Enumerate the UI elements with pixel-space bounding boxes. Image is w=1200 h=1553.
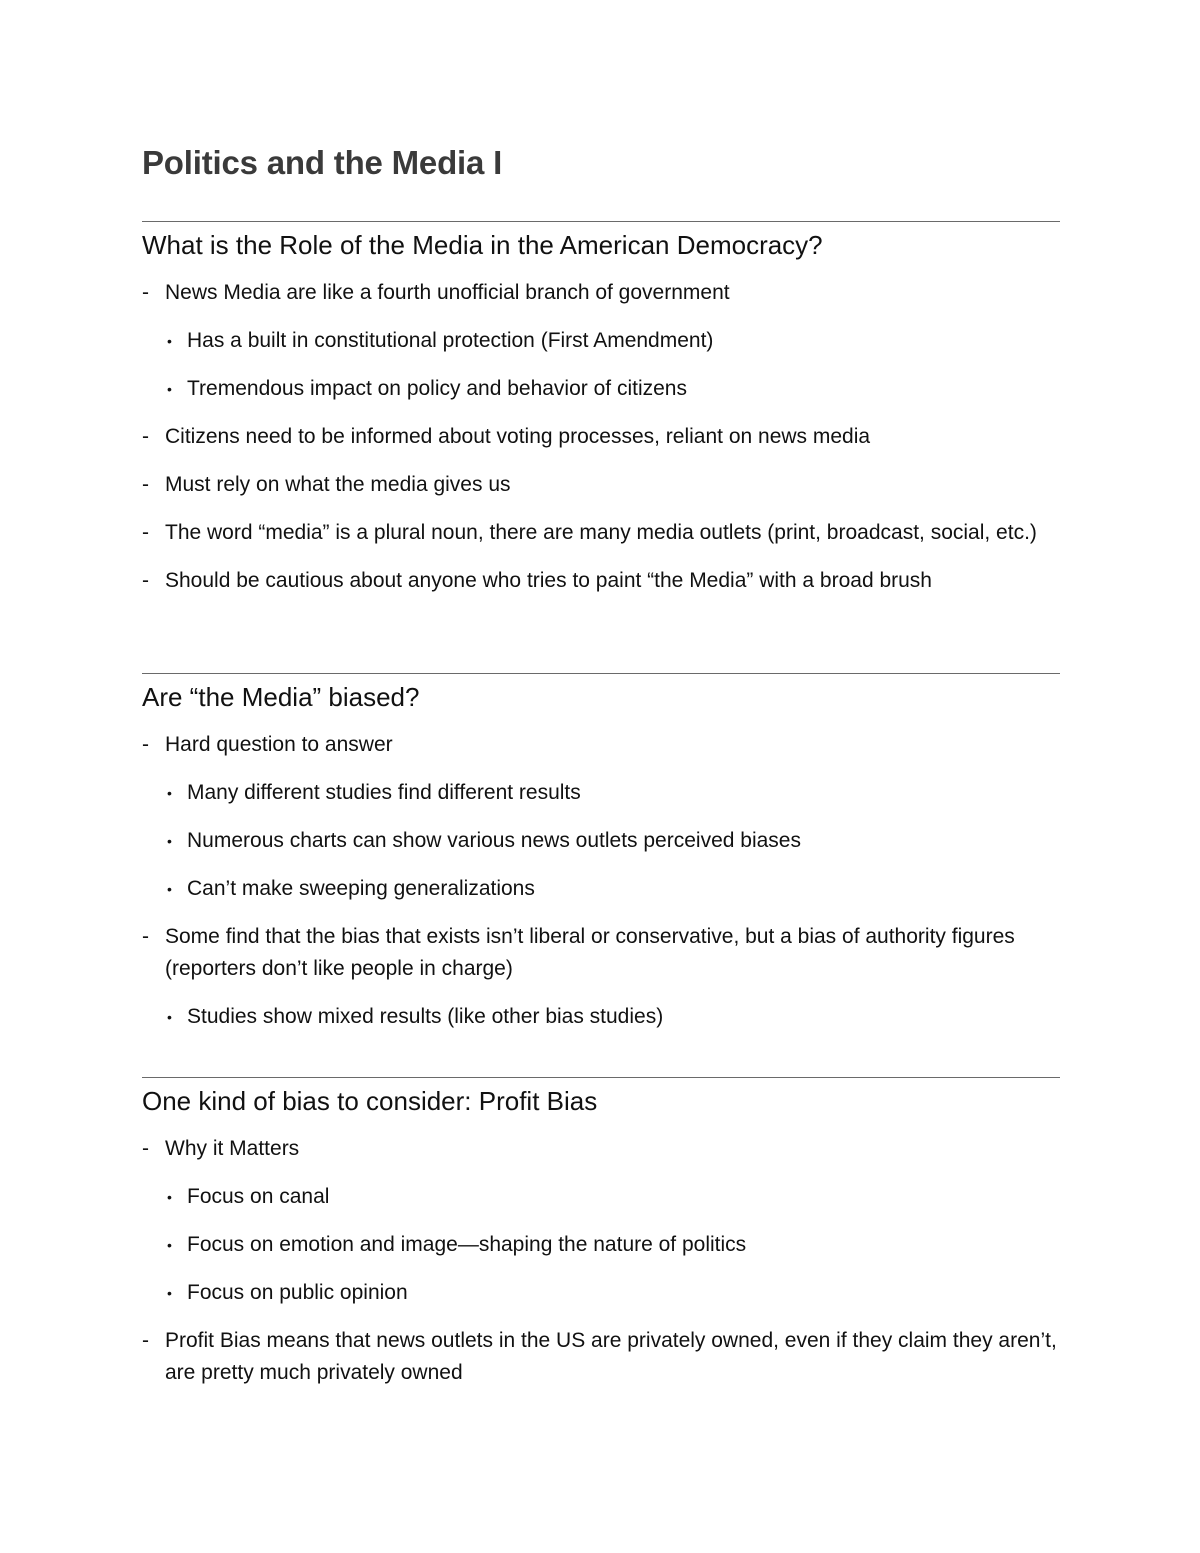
page-title: Politics and the Media I [142, 144, 503, 181]
dot-bullet: • [167, 881, 172, 897]
list-item [142, 1277, 1060, 1309]
list-item [142, 1325, 1060, 1389]
list-item-text: Studies show mixed results (like other bias studies) [187, 1005, 664, 1028]
list-item-text: Hard question to answer [165, 733, 393, 756]
dot-bullet: • [167, 833, 172, 849]
list-item [142, 873, 1060, 905]
dash-bullet: - [142, 733, 149, 756]
section-media-bias [142, 673, 1060, 1033]
list-item-text: Many different studies find different results [187, 781, 581, 804]
list-item [142, 1001, 1060, 1033]
list-item-text: Some find that the bias that exists isn’t liberal or conservative, but a bias of authority figures (reporters don’t like people in charge) [165, 925, 1015, 980]
dot-bullet: • [167, 785, 172, 801]
section-heading: Are “the Media” biased? [142, 682, 420, 712]
bullet-list [142, 729, 1060, 1033]
list-item [142, 277, 1060, 309]
list-item-text: Has a built in constitutional protection (First Amendment) [187, 329, 714, 352]
list-item-text: Tremendous impact on policy and behavior of citizens [187, 377, 687, 400]
dash-bullet: - [142, 569, 149, 592]
list-item-text: Can’t make sweeping generalizations [187, 877, 535, 900]
dot-bullet: • [167, 381, 172, 397]
list-item [142, 921, 1060, 985]
list-item-text: Citizens need to be informed about voting processes, reliant on news media [165, 425, 871, 448]
bullet-list [142, 277, 1060, 597]
list-item-text: Focus on canal [187, 1185, 330, 1208]
dash-bullet: - [142, 425, 149, 448]
list-item [142, 825, 1060, 857]
list-item [142, 373, 1060, 405]
section-heading: What is the Role of the Media in the American Democracy? [142, 230, 823, 260]
list-item-text: Numerous charts can show various news outlets perceived biases [187, 829, 801, 852]
list-item-text: Profit Bias means that news outlets in the US are privately owned, even if they claim they aren’t, are pretty much privately owned [165, 1329, 1057, 1384]
list-item-text: News Media are like a fourth unofficial branch of government [165, 281, 730, 304]
list-item [142, 421, 1060, 453]
list-item [142, 1229, 1060, 1261]
dot-bullet: • [167, 1237, 172, 1253]
section-heading: One kind of bias to consider: Profit Bias [142, 1086, 598, 1116]
list-item [142, 729, 1060, 761]
dot-bullet: • [167, 1009, 172, 1025]
dot-bullet: • [167, 333, 172, 349]
list-item [142, 1181, 1060, 1213]
list-item-text: Must rely on what the media gives us [165, 473, 511, 496]
dash-bullet: - [142, 281, 149, 304]
dash-bullet: - [142, 1329, 149, 1352]
section-media-role [142, 221, 1060, 597]
list-item-text: Should be cautious about anyone who tries to paint “the Media” with a broad brush [165, 569, 932, 592]
list-item [142, 777, 1060, 809]
list-item-text: The word “media” is a plural noun, there are many media outlets (print, broadcast, social, etc.) [165, 521, 1037, 544]
list-item [142, 565, 1060, 597]
dot-bullet: • [167, 1189, 172, 1205]
list-item-text: Why it Matters [165, 1137, 300, 1160]
list-item-text: Focus on public opinion [187, 1281, 408, 1304]
list-item-text: Focus on emotion and image—shaping the nature of politics [187, 1233, 747, 1256]
list-item [142, 517, 1060, 549]
list-item [142, 325, 1060, 357]
bullet-list [142, 1133, 1060, 1389]
dash-bullet: - [142, 521, 149, 544]
list-item [142, 469, 1060, 501]
dash-bullet: - [142, 473, 149, 496]
dash-bullet: - [142, 1137, 149, 1160]
list-item [142, 1133, 1060, 1165]
dot-bullet: • [167, 1285, 172, 1301]
section-profit-bias [142, 1077, 1060, 1389]
dash-bullet: - [142, 925, 149, 948]
